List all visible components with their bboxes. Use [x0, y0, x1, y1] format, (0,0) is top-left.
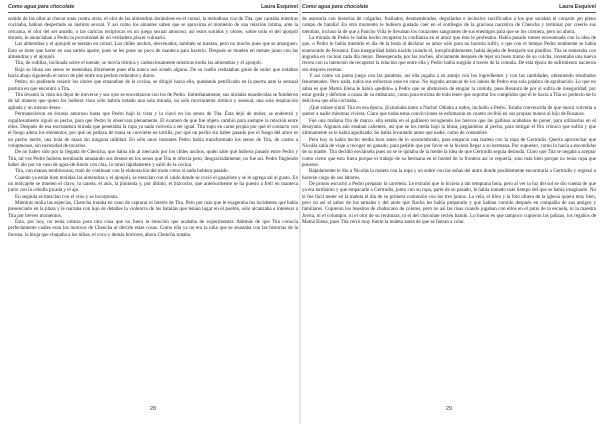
page-number: 28: [149, 406, 157, 412]
left-page-text: [8, 16, 298, 238]
paragraph: Tita, de rodillas, inclinada sobre el metate, se movía rítmica y cadenciosamente mientras molía las almendras y el ajonjolí.: [15, 60, 263, 67]
paragraph: De pronto escuchó a Pedro preparar la carretela. Le extrañó que lo hiciera a tan temprana hora, pero al ver la luz del sol se dio cuenta de que ya era tardísimo y que empacarle a Gertrudis, junto con su ropa, parte de su pasado, le había tomado más tiempo del que se había imaginado. No le fue fácil meter en la maleta el día de su primera comunión con los tres juntos. La vela, el libro y la foto afuera de la iglesia quiera muy bien, pero no así el sabor de los tamales y del atole que Nacha les había preparado y que habían comido después en compañía de sus amigos y familiares. Cupieron los huesitos de chabacano de colores, pero no así las risas cuando jugaban con ellos en el patio de la escuela, ni la maestra Jovita, ni el columpio, ni el olor de su recámara, ni el del chocolate recién batido. Lo bueno es que tampoco cupieron las palizas, los regaños de Mamá Elena, pues Tita cerró muy fuerte la maleta antes de que se fueran a colar.: [302, 180, 596, 225]
paragraph: Fue una mañana fría de marzo, ella estaba en el gallinero recogiendo los huevos que las gallinas acababan de poner, para utilizarlos en el desayuno. Algunos aún estaban calientes, así que se los metía bajo la blusa, pegándolos al pecho, para mitigar el frío crónico que sufría y que últimamente se le había agudizado. Se había levantado antes que nadie, como de costumbre.: [302, 117, 596, 137]
paragraph: ¡Qué solase sintió Tita en esa época, ¡Extrañaba tanto a Nacha! Odiaba a todos, incluido a Pedro. Estaba convencida de que nunca volvería a querer a nadie mientras viviera. Claro que todas estas convicciones se esfumaron en cuanto recibió en sus propias manos al hijo de Rosaura.: [302, 104, 596, 118]
left-page: [0, 0, 298, 424]
paragraph: Bajo su blusa sus senos se meneaban libremente pues ella nunca usó sostén alguno. De su cuello resbalaban gotas de sudor que rodaban hacia abajo siguiendo el surco de piel entre sus pechos redondos y duros.: [8, 66, 298, 80]
book-gutter: [299, 0, 301, 424]
paragraph: Las almendras y el ajonjolí se tuestan en comal. Los chiles anchos, desvenados, también se tuestan, pero no mucho pues que se amarguen. Esto se tiene que hacer en una sartén aparte, pues se les pone un poco de manteca para hacerlo. Después se muelen en metate junto con las almendras y el ajonjolí.: [8, 41, 298, 61]
header-rule: [8, 12, 298, 13]
right-page-text: [302, 16, 596, 225]
paragraph: Ésta, por hoy, no tenía cabeza para otra cosa que no fuera la emoción que acababa de experimentar. Además de que Tita conocía perfectamente cuáles eran los motivos de Chencha al decirle estas cosas. Como ella ya no era la niña que se asustaba con las historias de la llorona, la bruja que chupaba a los niños, el coco y demás horrores, ahora Chencha trataba: [8, 219, 298, 238]
right-page: [302, 0, 600, 424]
paragraph: Y así como un poeta juega con las palabras, así ella jugaba a su antojo con los ingredientes y con las cantidades, obteniendo resultados fenomenales. Pero nada, todos sus esfuerzos eran en vano. No lograba arrancar de los labios de Pedro una sola palabra de aprobación. Lo que no sabía es que Mamá Elena le había «pedido» a Pedro que se abstuviera de elogiar la comida, pues Rosaura de por sí sufría de inseguridad, por estar gorda y deforme a causa de su embarazo, como para encima de todo tener que soportar los cumplidos que él le hacía a Tita so pretexto de lo deliciosa que ella cocinaba.: [302, 73, 596, 105]
paragraph: Pero hoy lo había hecho media hora antes de lo acostumbrado, para empacar una maleta con la ropa de Gertrudis. Quería aprovechar que Nicolás salía de viaje a recoger un ganado, para pedirle que por favor se la hiciera llegar a su hermana. Por supuesto, como lo hacía a escondidas de su madre. Tita decidió enviársela pues no se le quitaba de la mente la idea de que Gertrudis seguía desnuda. Claro que Tita se negaba a aceptar como cierto que esto fuera porque el trabajo de su hermana en el burdel de la frontera así lo requería, sino más bien porque no tenía ropa que ponerse.: [302, 136, 596, 168]
paragraph: Tita levantó la vista sin dejar de moverse y sus ojos se encontraron con los de Pedro. Inmediatamente, sus miradas enardecidas se fundieron de tal manera que quien los hubiera visto sólo habría notado una sola mirada, un solo movimiento rítmico y sensual, una sola respiración agitada y un mismo deseo.: [8, 92, 298, 111]
paragraph: De no haber sido por la llegada de Chencha, que había ido al mercado por los chiles anchos, quién sabe qué hubiera pasado entre Pedro y Tita, tal vez Pedro hubiera terminado amasando sus deseos en los senos que Tita le ofrecía pero, desgraciadamente, no fue así. Pedro fingiendo haber ido por un vaso de agua-de-limón con chía, lo tomó rápidamente y salió de la cocina.: [8, 149, 298, 168]
book-title: Como agua para chocolate: [8, 4, 75, 10]
author-name: Laura Esquivel: [559, 4, 596, 10]
page-number: 29: [445, 406, 453, 412]
header-rule: [302, 12, 596, 13]
paragraph: de asustarla con historias de colgados, fusilados, desmembrados, degollados e inclusive sacrificados a los que sacaban el corazón ¡en pleno campo de batalla! En otro momento le hubiera gustado caer en el sortilegio de la graciosa narrativa de Chencha y terminar por creerle sus mentiras, incluso la de que a Pancho Villa le llevaban los corazones sangrantes de sus enemigos para que se los comiera, pero no ahora.: [302, 16, 596, 35]
paragraph: Tita, con manos temblorosas, trató de continuar con la elaboración del mole como si nada hubiera pasado.: [15, 168, 229, 175]
paragraph: Pedro, no pudiendo resistir los olores que emanaban de la cocina, se dirigió hacia ella, quedando petrificado en la puerta ante la sensual postura en que encontró a Tita.: [8, 79, 298, 92]
paragraph: Mientras molía las especias, Chencha trataba en vano de capturar el interés de Tita. Pero por más que le exageraba los incidentes que había presenciado en la plaza y le narraba con lujo de detalles la violencia de las batallas que tenían lugar en el pueblo, sólo alcanzaba a interesar a Tita por breves momentos.: [8, 199, 298, 219]
paragraph: Permanecieron en éxtasis amoroso hasta que Pedro bajó la vista y la clavó en los senos de Tita. Ésta dejó de moler, se enderezó y orgullosamente irguió su pecho, para que Pedro lo observara plenamente. El examen de que fue objeto cambió para siempre la relación entre ellos. Después de esa escrutadora mirada que penetraba la ropa ya nada volvería a ser igual. Tita supo en carne propia por qué el contacto con el fuego altera los elementos, por qué un pedazo de masa se convierte en tortilla, por qué un pecho sin haber pasado por el fuego del amor es un pecho inerte, una bola de masa sin ninguna utilidad. En sólo unos instantes Pedro había transformado los senos de Tita, de castos a voluptuosos, sin necesidad de tocarlos.: [8, 111, 298, 149]
paragraph: Cuando ya están bien molidas las almendras y el ajonjolí, se mezclan con el caldo donde se coció el guajolote y se le agrega sal al gusto. En un molcajete se muelen el clavo, la canela, el anís, la pimienta y, por último, el bizcocho, que anteriormente se ha puesto a freír en manteca junto con la cebolla picada y el ajo.: [8, 174, 298, 194]
author-name: Laura Esquivel: [261, 4, 298, 10]
book-title: Como agua para chocolate: [302, 4, 369, 10]
paragraph: En seguida se mezclan con el vino y se incorporan.: [15, 193, 119, 200]
paragraph: Rápidamente le dio a Nicolás la maleta con la ropa y un sobre con las señas del antro donde posiblemente encontraría a Gertrudis y regresó a hacerse cargo de sus labores.: [302, 168, 596, 181]
paragraph: sonido de las ollas al chocar unas contra otras, el olor de las almendras dorándose en el comal, la melodiosa voz de Tita, que cantaba mientras cocinaba, habían despertado su instinto sexual. Y así como los amantes saben que se aproxima el momento de una relación íntima, ante la cercanía, el olor del ser amado, o las caricias recíprocas en un juego sexual amoroso, así estos sonidos y olores, sobre todo el del ajonjolí dorado, le anunciaban a Pedro la proximidad de un verdadero placer culinario.: [8, 16, 298, 42]
paragraph: La mirada de Pedro le había hecho recuperar la confianza en el amor que éste le profesaba. Había pasado meses envenenada con la idea de que, o Pedro le había mentido el día de la boda al declarar su amor sólo para no hacerla sufrir, o que con el tiempo Pedro realmente se había enamorado de Rosaura. Esta inseguridad había nacido cuando él, inexplicablemente, había dejado de festejarle sus platillos. Tita se esmeraba con angustia en cocinar cada día mejor. Desesperada, por las noches, obviamente después de tejer un buen tramo de su colcha, inventaba una nueva receta con la intención de recuperar la relación que entre ella y Pedro había surgido a través de la comida. De esta época de sufrimiento nacieron sus mejores recetas.: [302, 35, 596, 73]
